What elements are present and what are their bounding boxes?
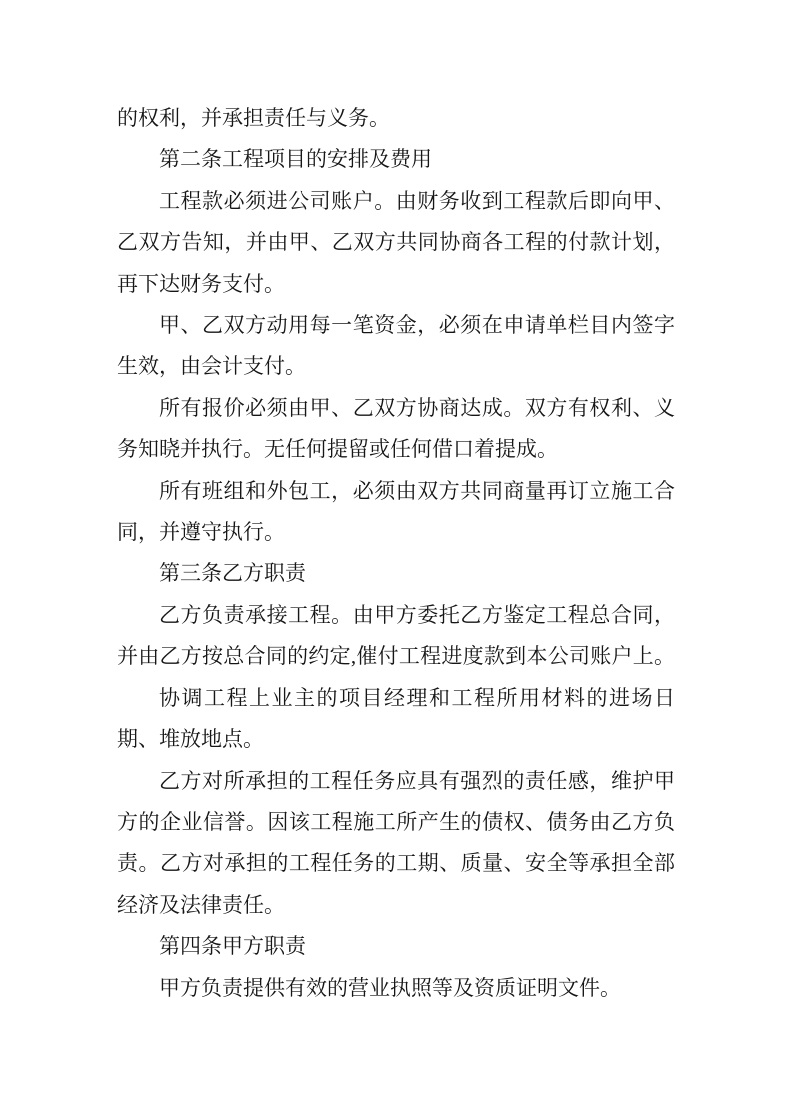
text-line: 乙方负责承接工程。由甲方委托乙方鉴定工程总合同， [159, 602, 675, 627]
paragraph [117, 388, 675, 471]
text-line: 责。乙方对承担的工程任务的工期、质量、安全等承担全部 [117, 851, 675, 876]
text-column [117, 98, 675, 1009]
text-line: 第二条工程项目的安排及费用 [159, 147, 432, 172]
paragraph [117, 968, 675, 1009]
text-line: 工程款必须进公司账户。由财务收到工程款后即向甲、 [159, 188, 675, 213]
paragraph [117, 181, 675, 305]
text-line: 协调工程上业主的项目经理和工程所用材料的进场日 [159, 685, 675, 710]
text-line: 甲、乙双方动用每一笔资金，必须在申请单栏目内签字 [159, 313, 675, 338]
text-line: 经济及法律责任。 [117, 892, 285, 917]
text-line: 乙方对所承担的工程任务应具有强烈的责任感，维护甲 [159, 768, 675, 793]
text-line: 务知晓并执行。无任何提留或任何借口着提成。 [117, 437, 558, 462]
text-line: 乙双方告知，并由甲、乙双方共同协商各工程的付款计划， [117, 230, 675, 255]
heading-article-2 [117, 139, 675, 180]
paragraph [117, 305, 675, 388]
text-line: 再下达财务支付。 [117, 271, 285, 296]
text-line: 第四条甲方职责 [159, 934, 306, 959]
text-line: 所有报价必须由甲、乙双方协商达成。双方有权利、义 [159, 395, 675, 420]
heading-article-3 [117, 553, 675, 594]
text-line: 的权利，并承担责任与义务。 [117, 106, 390, 130]
paragraph-continuation [117, 98, 675, 139]
text-line: 方的企业信誉。因该工程施工所产生的债权、债务由乙方负 [117, 809, 675, 834]
text-line: 并由乙方按总合同的约定,催付工程进度款到本公司账户上。 [117, 644, 675, 669]
heading-article-4 [117, 926, 675, 967]
text-line: 甲方负责提供有效的营业执照等及资质证明文件。 [159, 975, 621, 1000]
text-line: 同，并遵守执行。 [117, 520, 285, 545]
text-line: 所有班组和外包工，必须由双方共同商量再订立施工合 [159, 478, 675, 503]
paragraph [117, 761, 675, 927]
paragraph [117, 678, 675, 761]
text-line: 生效，由会计支付。 [117, 354, 306, 379]
text-line: 第三条乙方职责 [159, 561, 306, 586]
text-line: 期、堆放地点。 [117, 727, 264, 752]
paragraph [117, 471, 675, 554]
paragraph [117, 595, 675, 678]
